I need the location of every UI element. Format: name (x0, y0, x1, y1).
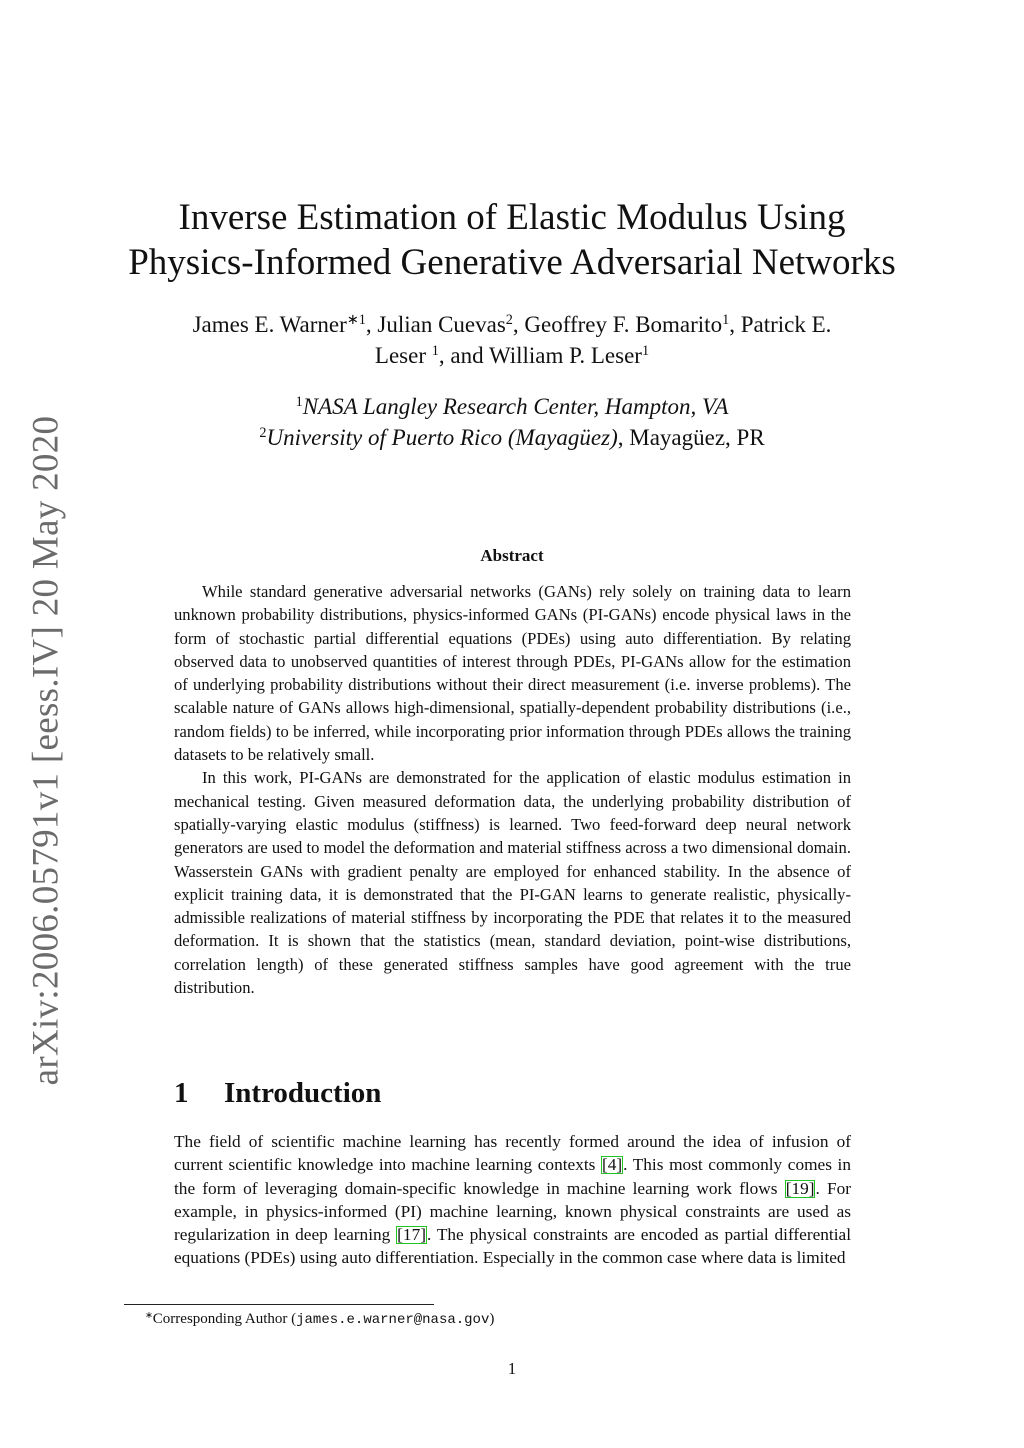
arxiv-identifier-stamp (16, 415, 76, 1085)
author-email[interactable]: james.e.warner@nasa.gov (296, 1312, 490, 1328)
section-number: 1 (174, 1077, 189, 1109)
author-name: Leser (374, 343, 426, 368)
author-name: Patrick E. (740, 312, 832, 337)
affiliation-text: University of Puerto Rico (Mayagüez) (266, 425, 618, 450)
affiliation-text: NASA Langley Research Center, Hampton, VA (302, 394, 729, 419)
citation-link[interactable]: [17] (397, 1225, 426, 1245)
author-line-2: Leser $^1$, and William P. Leser$^1$ (374, 343, 650, 368)
abstract-body (174, 580, 851, 999)
intro-text-segment: . The physical constraints are encoded as partial differential equations (PDEs) using auto differentiation. Especially in the common case where data is limited (174, 1225, 851, 1268)
author-name: William P. Leser (488, 343, 642, 368)
title-line-1: Inverse Estimation of Elastic Modulus Using (178, 197, 846, 238)
page-number: 1 (507, 1359, 517, 1378)
affiliation-1 (112, 391, 912, 422)
author-name: Julian Cuevas (377, 312, 506, 337)
abstract-paragraph-2: In this work, PI-GANs are demonstrated for the application of elastic modulus estimation in mechanical testing. Given measured deformation data, the underlying probability distribution of spatially-varying elastic modulus (stiffness) is learned. Two feed-forward deep neural network generators are used to model the deformation and material stiffness across a two dimensional domain. Wasserstein GANs with gradient penalty are employed for enhanced stability. In the absence of explicit training data, it is demonstrated that the PI-GAN learns to generate realistic, physically-admissible realizations of material stiffness by incorporating the PDE that relates it to the measured deformation. It is shown that the statistics (mean, standard deviation, point-wise distributions, correlation length) of these generated stiffness samples have good agreement with the true distribution. (174, 768, 851, 998)
author-list (112, 309, 912, 371)
affiliation-list (112, 391, 912, 453)
footnote-close: ) (489, 1311, 495, 1327)
author-affiliation-marker: 1 (722, 312, 730, 329)
paper-title (112, 195, 912, 285)
section-title-text: Introduction (224, 1077, 382, 1109)
intro-text-segment: The field of scientific machine learning has recently formed around the idea of infusion of current scientific knowledge into machine learning contexts (174, 1132, 851, 1175)
introduction-paragraph (174, 1130, 851, 1270)
abstract-paragraph-1: While standard generative adversarial networks (GANs) rely solely on training data to learn unknown probability distributions, physics-informed GANs (PI-GANs) encode physical laws in the form of stochastic partial differential equations (PDEs) using auto differentiation. By relating observed data to unobserved quantities of interest through PDEs, PI-GANs allow for the estimation of underlying probability distributions without their direct measurement (i.e. inverse problems). The scalable nature of GANs allows high-dimensional, spatially-dependent probability distributions (i.e., random fields) to be inferred, while incorporating prior information through PDEs allows the training datasets to be relatively small. (174, 582, 851, 765)
author-name: Geoffrey F. Bomarito (524, 312, 723, 337)
title-line-2: Physics-Informed Generative Adversarial Networks (128, 242, 896, 283)
affiliation-marker: 1 (295, 394, 303, 411)
author-affiliation-marker: 1 (641, 343, 650, 360)
footnote-label: Corresponding Author ( (152, 1311, 297, 1327)
intro-text-segment: . This most commonly comes in the form of leveraging domain-specific knowledge in machine learning work flows (174, 1155, 852, 1198)
affiliation-2 (112, 422, 912, 453)
intro-text-segment: . For example, in physics-informed (PI) machine learning, known physical constraints are used as regularization in deep learning (174, 1178, 851, 1245)
footnote (145, 1309, 494, 1330)
author-name: James E. Warner (192, 312, 347, 337)
arxiv-identifier-text: arXiv:2006.05791v1 [eess.IV] 20 May 2020 (25, 415, 67, 1085)
footnote-marker: ∗ (145, 1310, 153, 1321)
author-affiliation-marker: 1 (431, 343, 439, 360)
author-affiliation-marker: ∗1 (346, 312, 366, 329)
affiliation-location: , Mayagüez, PR (617, 425, 765, 450)
author-line-1: James E. Warner$^{∗1}$, Julian Cuevas$^2$, Geoffrey F. Bomarito$^1$, Patrick E. (192, 312, 832, 337)
citation-link[interactable]: [19] (785, 1178, 815, 1198)
citation-link[interactable]: [4] (601, 1155, 623, 1175)
section-heading-introduction (174, 1077, 381, 1110)
affiliation-marker: 2 (259, 425, 267, 442)
author-connector: and (450, 343, 484, 368)
footnote-divider (124, 1304, 434, 1305)
abstract-heading: Abstract (480, 546, 544, 565)
author-affiliation-marker: 2 (505, 312, 513, 329)
